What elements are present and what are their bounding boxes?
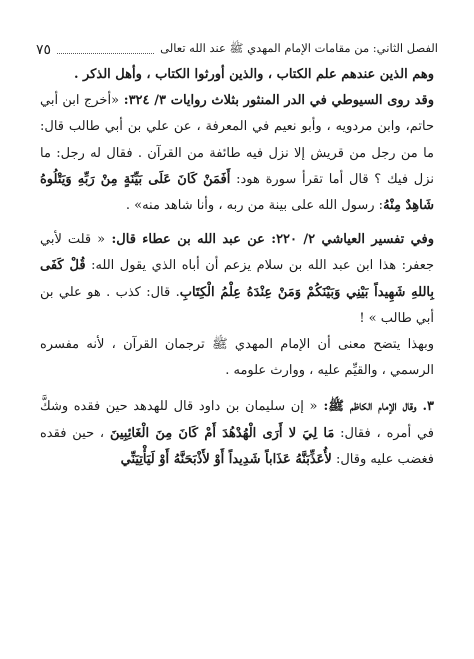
paragraph-3 [40,227,434,332]
running-header [36,38,438,58]
chapter-title: الفصل الثاني: من مقامات الإمام المهدي ﷺ عند الله تعالى [160,41,438,55]
p3-verse: قُلْ كَفَى بِاللهِ شَهِيداً بَيْنِي وَبَيْنَكُمْ وَمَنْ عِنْدَهُ عِلْمُ الْكِتَابِ [40,258,434,300]
p2-source: وقد روى السيوطي في الدر المنثور بثلاث روايات ٣/ ٣٢٤: [119,93,435,109]
paragraph-1 [40,62,434,88]
p2-quote-end: : رسول الله على بينة من ربه ، وأنا شاهد منه» . [125,198,384,214]
p5-quote-mid: ، حين فقده فغضب عليه وقال: [40,425,434,467]
p4-text: وبهذا يتضح معنى أن الإمام المهدي ﷺ ترجمان القرآن ، لأنه مفسره الرسمي ، والقيِّم عليه ، ووارث علومه . [40,337,434,379]
p3-quote-end: . قال: كذب . هو علي بن أبي طالب » ! [40,284,434,326]
dotted-leader [57,53,154,54]
paragraph-5 [40,394,434,473]
p5-verse-2: لأُعَذِّبَنَّهُ عَذَاباً شَدِيداً أَوْ لأَذْبَحَنَّهُ أَوْ لَيَأْتِيَنِّي [120,451,332,467]
page-number: ٧٥ [36,42,52,58]
p2-quote: «أخرج ابن أبي حاتم، وابن مردويه ، وأبو نعيم في المعرفة ، عن علي بن أبي طالب قال: ما من رجل من قريش إلا نزل فيه طائفة من القرآن . فقال له رجل: ما نزل فيك ؟ قال أما تقرأ سورة هود: [40,93,434,187]
p3-quote: « قلت لأبي جعفر: هذا ابن عبد الله بن سلام يزعم أن أباه الذي يقول الله: [40,232,434,274]
paragraph-2 [40,88,434,219]
paragraph-4 [40,332,434,384]
p5-intro: ٣. وقال الإمام الكاظم ﷺ: [317,399,435,415]
page-body [40,62,434,473]
p3-source: وفي تفسير العياشي ٢/ ٢٢٠: عن عبد الله بن عطاء قال: [105,232,434,248]
spacer [40,384,434,394]
p5-quote: « إن سليمان بن داود قال للهدهد حين فقده وشكَّ في أمره ، فقال: [40,399,434,441]
spacer [40,219,434,227]
p1-text: وهم الذين عندهم علم الكتاب ، والذين أورثوا الكتاب ، وأهل الذكر . [73,67,434,82]
p2-verse: أَفَمَنْ كَانَ عَلَى بَيِّنَةٍ مِنْ رَبِّهِ وَيَتْلُوهُ شَاهِدٌ مِنْهُ [40,171,434,214]
p5-verse-1: مَا لِيَ لا أَرَى الْهُدْهُدَ أَمْ كَانَ مِنَ الْغَائِبِينَ [109,425,335,441]
